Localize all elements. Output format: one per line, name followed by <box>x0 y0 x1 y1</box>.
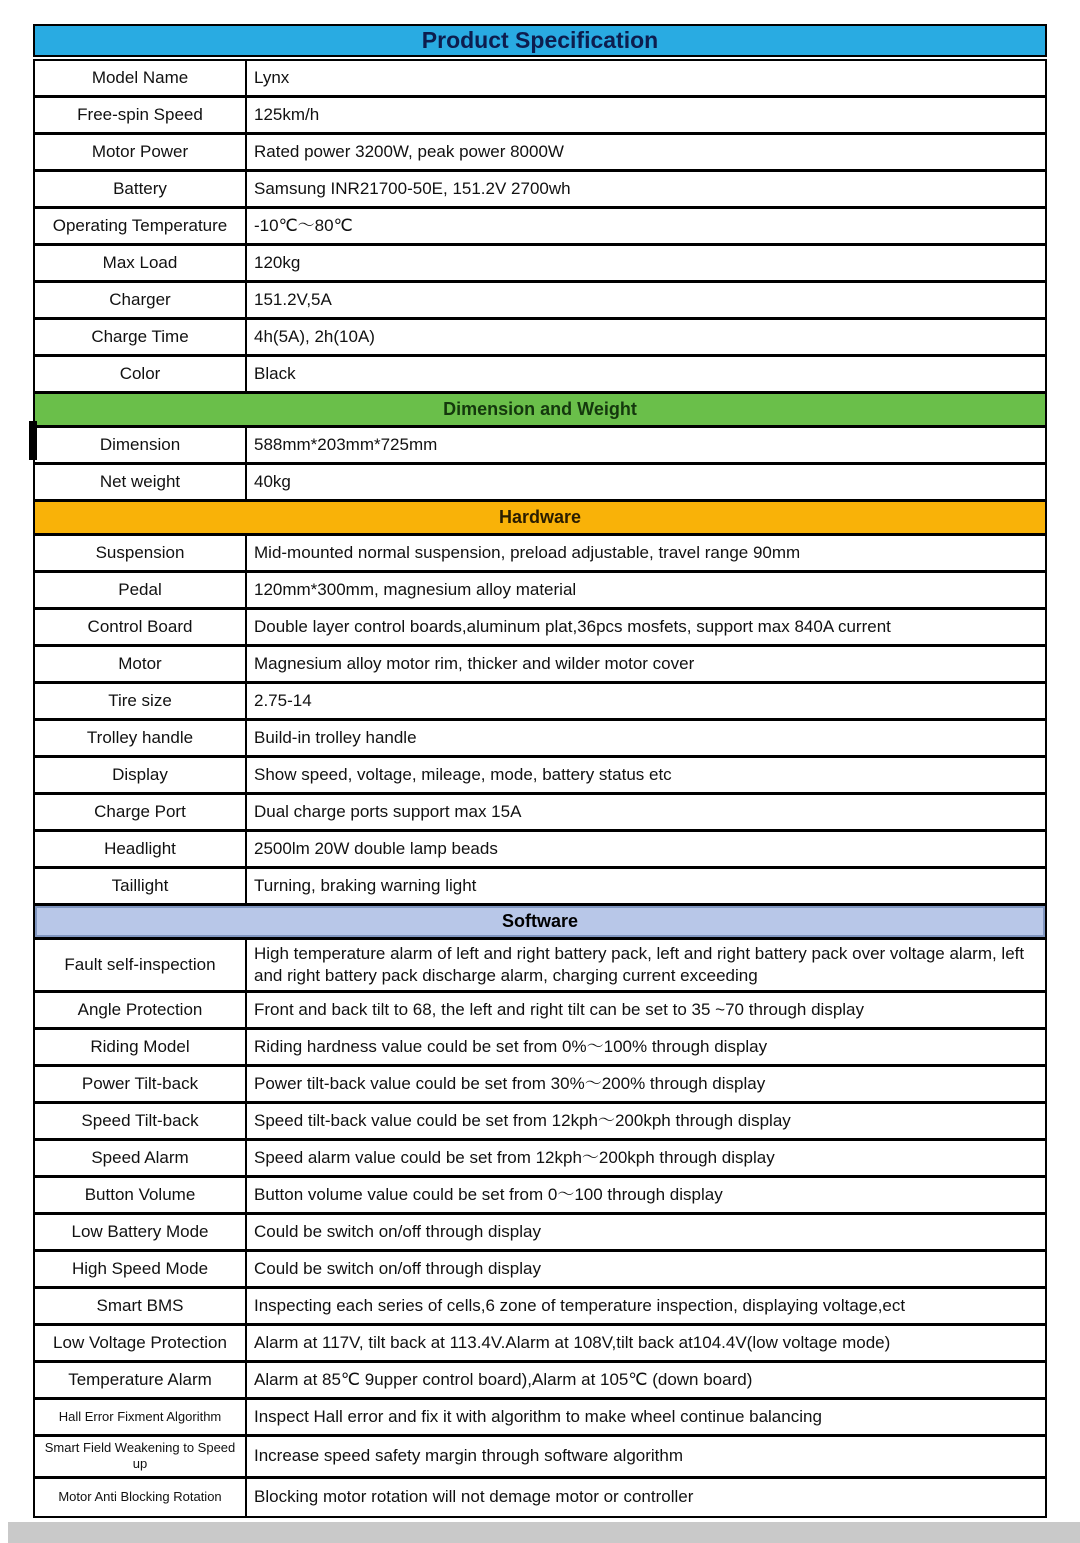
spec-value: 4h(5A), 2h(10A) <box>254 326 375 346</box>
spec-value: Dual charge ports support max 15A <box>254 801 522 821</box>
spec-value: Alarm at 117V, tilt back at 113.4V.Alarm at 108V,tilt back at104.4V(low voltage mode) <box>254 1333 891 1353</box>
spec-row <box>35 465 1045 502</box>
spec-row <box>35 172 1045 209</box>
spec-row <box>35 98 1045 135</box>
spec-rows <box>33 59 1047 1518</box>
spec-value: Mid-mounted normal suspension, preload adjustable, travel range 90mm <box>254 542 801 562</box>
spec-label: Low Battery Mode <box>35 1215 247 1249</box>
spec-row <box>35 246 1045 283</box>
spec-row <box>35 320 1045 357</box>
spec-row <box>35 1178 1045 1215</box>
spec-label: Low Voltage Protection <box>35 1326 247 1360</box>
spec-label: Motor Power <box>35 135 247 169</box>
section-header-label: Dimension and Weight <box>443 399 637 419</box>
spec-row <box>35 1363 1045 1400</box>
horizontal-scrollbar[interactable] <box>8 1522 1080 1543</box>
spec-value: Rated power 3200W, peak power 8000W <box>254 141 564 161</box>
spec-value: Samsung INR21700-50E, 151.2V 2700wh <box>254 178 571 198</box>
spec-label: Dimension <box>35 428 247 462</box>
spec-value: Speed tilt-back value could be set from 12kph～200kph through display <box>254 1111 791 1131</box>
spec-label: Taillight <box>35 869 247 903</box>
spec-value: Increase speed safety margin through software algorithm <box>254 1446 684 1466</box>
spec-label: Control Board <box>35 610 247 644</box>
spec-row <box>35 721 1045 758</box>
spec-label: Speed Tilt-back <box>35 1104 247 1138</box>
section-header-label: Software <box>501 911 579 931</box>
spec-row <box>35 1479 1045 1516</box>
spec-label: Motor Anti Blocking Rotation <box>35 1479 247 1516</box>
spec-label: Charge Port <box>35 795 247 829</box>
spec-value: Black <box>254 363 296 383</box>
spec-label: Trolley handle <box>35 721 247 755</box>
spec-label: Operating Temperature <box>35 209 247 243</box>
spec-label: Angle Protection <box>35 993 247 1027</box>
spec-row <box>35 1104 1045 1141</box>
spec-label: Model Name <box>35 61 247 95</box>
spec-label: Color <box>35 357 247 391</box>
spec-label: Motor <box>35 647 247 681</box>
spec-row <box>35 1067 1045 1104</box>
spec-row <box>35 1400 1045 1437</box>
spec-value: Inspecting each series of cells,6 zone of temperature inspection, displaying voltage,ect <box>254 1296 906 1316</box>
spec-label: Charge Time <box>35 320 247 354</box>
spec-value: Riding hardness value could be set from 0%～100% through display <box>254 1037 768 1057</box>
spec-row <box>35 1326 1045 1363</box>
spec-value: Could be switch on/off through display <box>254 1222 541 1242</box>
spec-value: -10℃～80℃ <box>254 215 353 235</box>
spec-row <box>35 758 1045 795</box>
section-header-software <box>35 906 1045 940</box>
product-spec-table <box>33 24 1047 1518</box>
spec-value: 120kg <box>254 252 301 272</box>
spec-value: 40kg <box>254 471 291 491</box>
spec-label: Riding Model <box>35 1030 247 1064</box>
spec-row <box>35 993 1045 1030</box>
spec-value: Double layer control boards,aluminum plat,36pcs mosfets, support max 840A current <box>254 616 891 636</box>
spec-value: Front and back tilt to 68, the left and right tilt can be set to 35 ~70 through display <box>254 1000 865 1020</box>
spec-row <box>35 357 1045 394</box>
spec-row <box>35 1437 1045 1479</box>
spec-label: High Speed Mode <box>35 1252 247 1286</box>
spec-label: Tire size <box>35 684 247 718</box>
spec-row <box>35 536 1045 573</box>
spec-row <box>35 61 1045 98</box>
spec-label: Battery <box>35 172 247 206</box>
spec-label: Fault self-inspection <box>35 940 247 990</box>
spec-label: Headlight <box>35 832 247 866</box>
spec-label: Power Tilt-back <box>35 1067 247 1101</box>
section-header-label: Hardware <box>498 507 582 527</box>
spec-row <box>35 1215 1045 1252</box>
spec-row <box>35 869 1045 906</box>
spec-row <box>35 135 1045 172</box>
spec-label: Smart Field Weakening to Speed up <box>35 1437 247 1476</box>
table-title: Product Specification <box>33 24 1047 57</box>
cursor-artifact <box>29 421 37 460</box>
spec-value: Magnesium alloy motor rim, thicker and wilder motor cover <box>254 653 695 673</box>
spec-label: Hall Error Fixment Algorithm <box>35 1400 247 1434</box>
spec-row <box>35 573 1045 610</box>
spec-label: Suspension <box>35 536 247 570</box>
spec-label: Charger <box>35 283 247 317</box>
spec-value: Build-in trolley handle <box>254 727 417 747</box>
spec-value: Lynx <box>254 67 290 87</box>
spec-value: 125km/h <box>254 104 320 124</box>
spec-label: Free-spin Speed <box>35 98 247 132</box>
spec-row <box>35 1030 1045 1067</box>
spec-row <box>35 940 1045 993</box>
spec-value: 151.2V,5A <box>254 289 332 309</box>
spec-row <box>35 610 1045 647</box>
spec-row <box>35 1141 1045 1178</box>
spec-value: 588mm*203mm*725mm <box>254 434 438 454</box>
spec-value: Could be switch on/off through display <box>254 1259 541 1279</box>
spec-value: Button volume value could be set from 0～100 through display <box>254 1185 723 1205</box>
spec-row <box>35 1252 1045 1289</box>
section-header-hardware <box>35 502 1045 536</box>
spec-row <box>35 832 1045 869</box>
spec-label: Smart BMS <box>35 1289 247 1323</box>
spec-value: Blocking motor rotation will not demage motor or controller <box>254 1487 694 1507</box>
spec-label: Temperature Alarm <box>35 1363 247 1397</box>
spec-label: Button Volume <box>35 1178 247 1212</box>
spec-value: Turning, braking warning light <box>254 875 477 895</box>
spec-value: 120mm*300mm, magnesium alloy material <box>254 579 577 599</box>
spec-row <box>35 647 1045 684</box>
spec-row <box>35 283 1045 320</box>
spec-label: Speed Alarm <box>35 1141 247 1175</box>
spec-row <box>35 209 1045 246</box>
spec-value: Inspect Hall error and fix it with algorithm to make wheel continue balancing <box>254 1407 822 1427</box>
spec-value: 2.75-14 <box>254 690 312 710</box>
spec-value: Alarm at 85℃ 9upper control board),Alarm at 105℃ (down board) <box>254 1370 753 1390</box>
spec-row <box>35 684 1045 721</box>
spec-row <box>35 795 1045 832</box>
spec-row <box>35 428 1045 465</box>
spec-value: Power tilt-back value could be set from 30%～200% through display <box>254 1074 766 1094</box>
spec-value: Show speed, voltage, mileage, mode, battery status etc <box>254 764 672 784</box>
section-header-dimension-and-weight <box>35 394 1045 428</box>
spec-value: 2500lm 20W double lamp beads <box>254 838 498 858</box>
spec-label: Pedal <box>35 573 247 607</box>
spec-value: High temperature alarm of left and right battery pack, left and right battery pack over voltage alarm, left and right battery pack discharge alarm, charging current exceeding <box>254 944 1025 986</box>
spec-value: Speed alarm value could be set from 12kph～200kph through display <box>254 1148 775 1168</box>
spec-label: Max Load <box>35 246 247 280</box>
spec-row <box>35 1289 1045 1326</box>
spec-label: Net weight <box>35 465 247 499</box>
spec-label: Display <box>35 758 247 792</box>
